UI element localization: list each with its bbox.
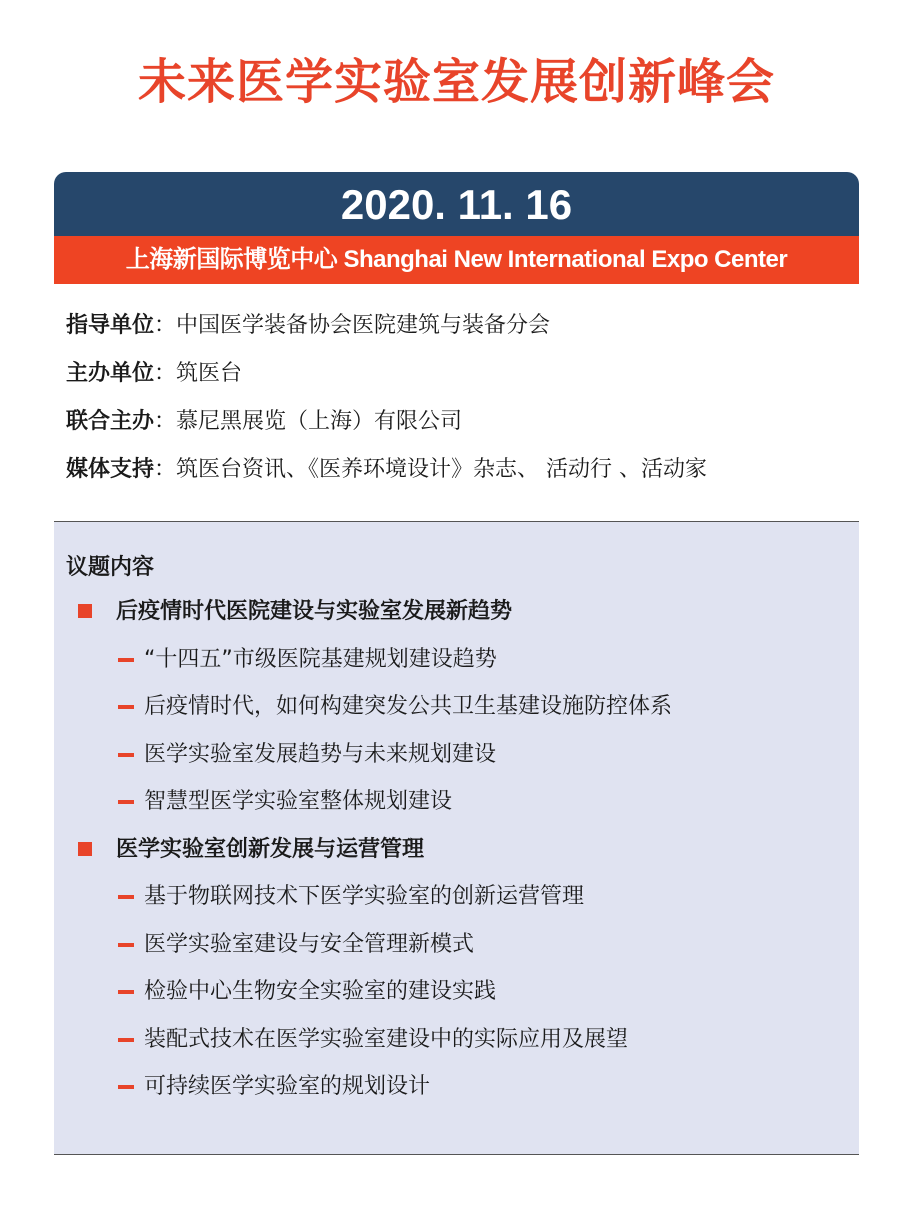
organizer-name: ：慕尼黑展览（上海）有限公司 [154,409,463,434]
agenda-item [54,1067,859,1115]
agenda-item [54,877,859,925]
agenda-item [54,687,859,735]
agenda-item-text: 检验中心生物安全实验室的建设实践 [144,979,497,1004]
page-title: 未来医学实验室发展创新峰会 [137,54,775,110]
dash-bullet-icon [118,800,134,804]
dash-bullet-icon [118,1038,134,1042]
event-date-banner: 2020. 11. 16 [54,172,859,236]
organizer-row [66,356,866,404]
organizer-name: ：筑医台 [154,361,243,386]
organizer-name: ：筑医台资讯、《医养环境设计》杂志、 活动行 、活动家 [154,457,708,482]
agenda-item-text: “十四五”市级医院基建规划建设趋势 [144,646,497,672]
organizer-row [66,452,866,500]
dash-bullet-icon [118,990,134,994]
organizer-name: ：中国医学装备协会医院建筑与装备分会 [154,313,551,338]
organizer-role: 联合主办 [66,409,155,434]
agenda-item [54,925,859,973]
organizer-row [66,308,866,356]
organizer-list [66,308,866,500]
agenda-section-title: 后疫情时代医院建设与实验室发展新趋势 [116,599,513,624]
dash-bullet-icon [118,705,134,709]
dash-bullet-icon [118,943,134,947]
agenda-section [54,830,859,878]
agenda-item-text: 医学实验室建设与安全管理新模式 [144,931,475,957]
dash-bullet-icon [118,658,134,662]
agenda-item-text: 智慧型医学实验室整体规划建设 [144,789,453,814]
agenda-bottom-divider [54,1154,859,1155]
agenda-item [54,640,859,688]
agenda-item-text: 后疫情时代，如何构建突发公共卫生基建设施防控体系 [144,694,673,719]
agenda-item [54,972,859,1020]
organizer-role: 主办单位 [66,361,155,386]
agenda-item [54,735,859,783]
agenda-panel [54,522,859,1154]
square-bullet-icon [78,604,92,618]
agenda-item-text: 医学实验室发展趋势与未来规划建设 [144,741,497,767]
agenda-section [54,592,859,640]
venue-banner: 上海新国际博览中心 Shanghai New International Expo Center [54,236,859,284]
agenda-list [54,592,859,1115]
agenda-item-text: 装配式技术在医学实验室建设中的实际应用及展望 [144,1026,629,1052]
organizer-row [66,404,866,452]
agenda-heading: 议题内容 [66,555,155,580]
agenda-item-text: 可持续医学实验室的规划设计 [144,1074,431,1099]
dash-bullet-icon [118,895,134,899]
dash-bullet-icon [118,753,134,757]
agenda-item [54,1020,859,1068]
dash-bullet-icon [118,1085,134,1089]
agenda-item-text: 基于物联网技术下医学实验室的创新运营管理 [144,884,585,909]
organizer-role: 媒体支持 [66,457,155,482]
agenda-section-title: 医学实验室创新发展与运营管理 [116,836,425,862]
organizer-role: 指导单位 [66,313,155,338]
square-bullet-icon [78,842,92,856]
agenda-item [54,782,859,830]
